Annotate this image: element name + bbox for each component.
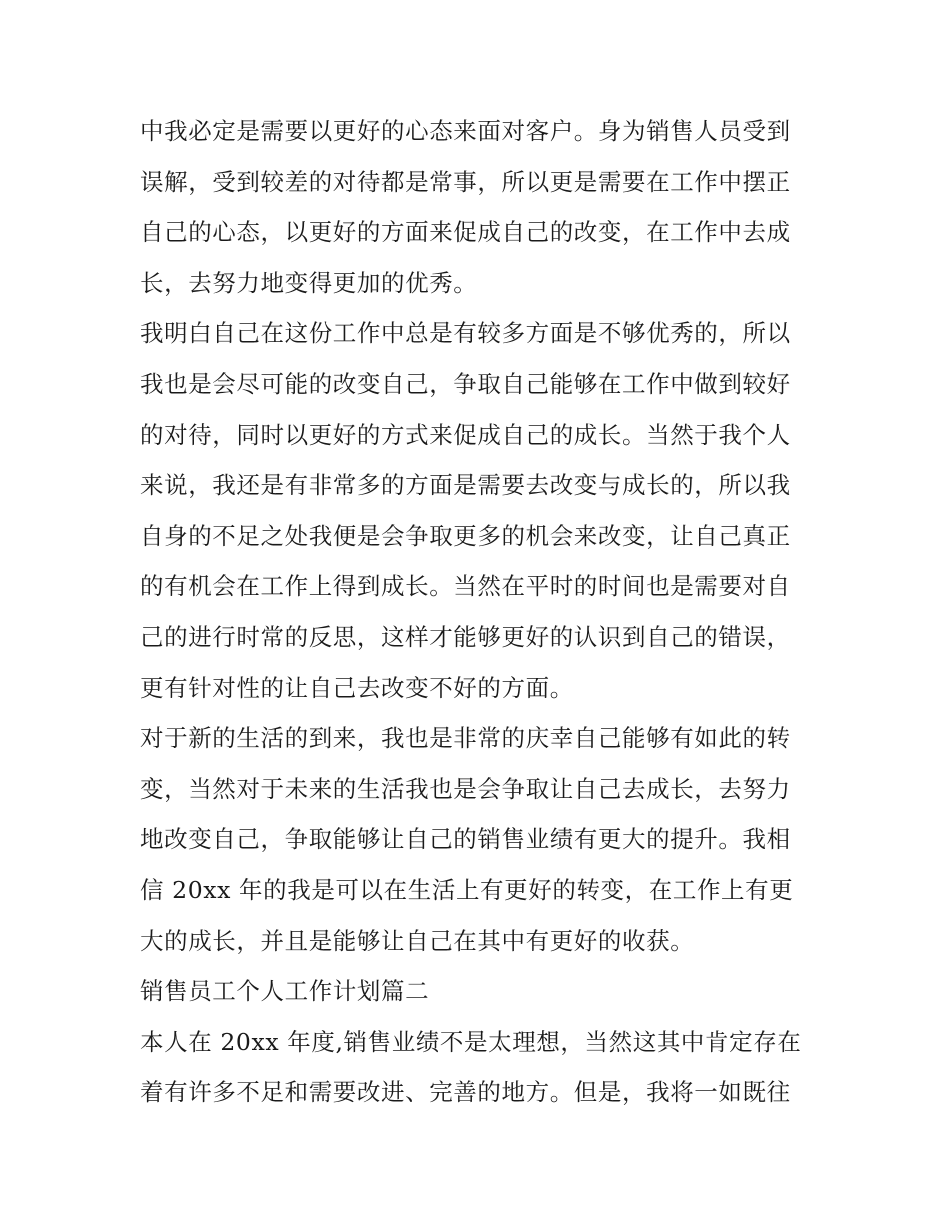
text-line: 我也是会尽可能的改变自己，争取自己能够在工作中做到较好	[140, 369, 791, 398]
section-heading: 销售员工个人工作计划篇二	[140, 977, 430, 1006]
text-line: 对于新的生活的到来，我也是非常的庆幸自己能够有如此的转	[140, 724, 791, 753]
document-body	[140, 106, 820, 1118]
text-line: 变，当然对于未来的生活我也是会争取让自己去成长，去努力	[140, 774, 791, 803]
text-line: 自身的不足之处我便是会争取更多的机会来改变，让自己真正	[140, 521, 791, 550]
text-line: 信 20xx 年的我是可以在生活上有更好的转变，在工作上有更	[140, 875, 794, 904]
text-line: 误解，受到较差的对待都是常事，所以更是需要在工作中摆正	[140, 167, 791, 196]
text-line: 己的进行时常的反思，这样才能够更好的认识到自己的错误，	[140, 622, 791, 651]
text-line: 本人在 20xx 年度,销售业绩不是太理想，当然这其中肯定存在	[140, 1027, 802, 1056]
text-line: 来说，我还是有非常多的方面是需要去改变与成长的，所以我	[140, 471, 791, 500]
text-line: 地改变自己，争取能够让自己的销售业绩有更大的提升。我相	[140, 825, 791, 854]
text-line: 长，去努力地变得更加的优秀。	[140, 268, 478, 297]
text-line: 的有机会在工作上得到成长。当然在平时的时间也是需要对自	[140, 572, 791, 601]
text-line: 着有许多不足和需要改进、完善的地方。但是，我将一如既往	[140, 1078, 791, 1107]
text-line: 我明白自己在这份工作中总是有较多方面是不够优秀的，所以	[140, 319, 791, 348]
text-line: 更有针对性的让自己去改变不好的方面。	[140, 673, 574, 702]
text-line: 大的成长，并且是能够让自己在其中有更好的收获。	[140, 926, 695, 955]
text-line: 自己的心态，以更好的方面来促成自己的改变，在工作中去成	[140, 218, 791, 247]
text-line: 中我必定是需要以更好的心态来面对客户。身为销售人员受到	[140, 117, 791, 145]
text-line: 的对待，同时以更好的方式来促成自己的成长。当然于我个人	[140, 420, 791, 449]
